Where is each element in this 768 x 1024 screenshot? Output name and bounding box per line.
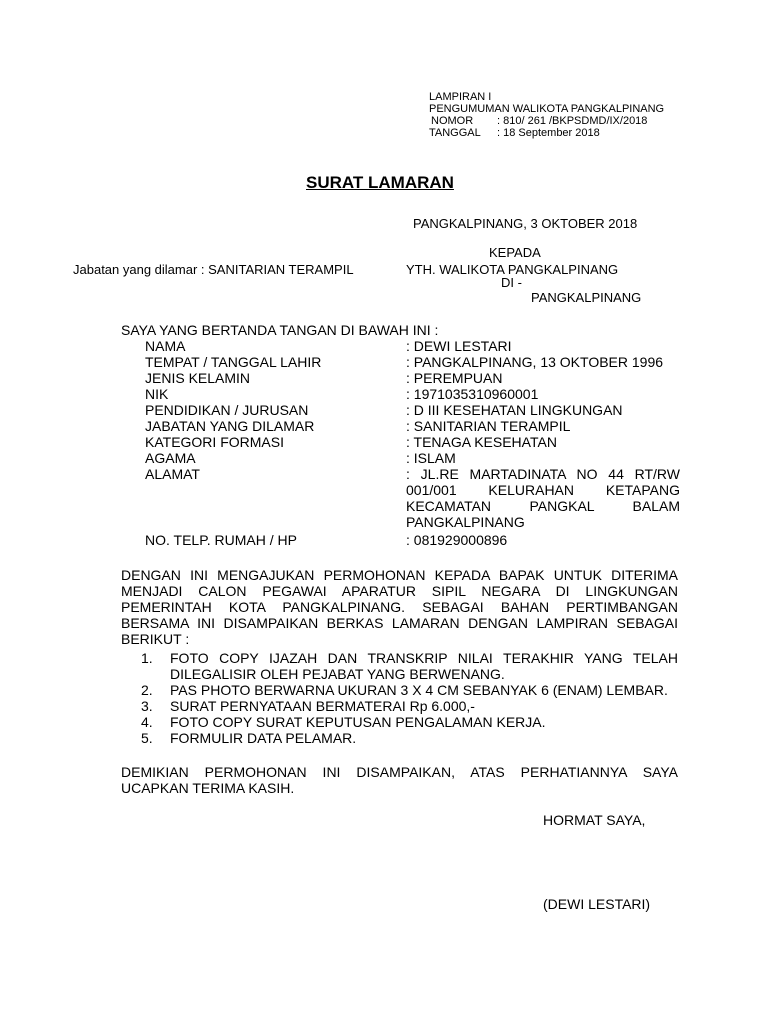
request-paragraph xyxy=(121,567,678,647)
field-label: NIK xyxy=(145,386,169,402)
field-value: : SANITARIAN TERAMPIL xyxy=(406,418,571,434)
attachment-list xyxy=(141,650,678,746)
address-line: KECAMATAN PANGKAL BALAM xyxy=(406,498,680,514)
field-label: NAMA xyxy=(145,338,186,354)
field-label: NO. TELP. RUMAH / HP xyxy=(145,532,297,548)
kepada-label: KEPADA xyxy=(489,245,541,260)
field-value: : D III KESEHATAN LINGKUNGAN xyxy=(406,402,623,418)
list-text: SURAT PERNYATAAN BERMATERAI Rp 6.000,- xyxy=(170,698,475,714)
closing-salutation: HORMAT SAYA, xyxy=(543,812,646,828)
field-value: : PEREMPUAN xyxy=(406,370,503,386)
paragraph-line: BERSAMA INI DISAMPAIKAN BERKAS LAMARAN DENGAN LAMPIRAN SEBAGAI xyxy=(121,615,678,631)
list-text: FOTO COPY IJAZAH DAN TRANSKRIP NILAI TERAKHIR YANG TELAH xyxy=(170,650,678,666)
list-text: FORMULIR DATA PELAMAR. xyxy=(170,730,357,746)
recipient-line: YTH. WALIKOTA PANGKALPINANG xyxy=(406,262,619,277)
field-value: : ISLAM xyxy=(406,450,456,466)
list-number: 3. xyxy=(141,698,153,714)
list-item xyxy=(141,698,678,714)
address-value xyxy=(406,466,680,530)
list-number: 2. xyxy=(141,682,153,698)
field-label: JABATAN YANG DILAMAR xyxy=(145,418,315,434)
field-label: JENIS KELAMIN xyxy=(145,370,251,386)
field-label: ALAMAT xyxy=(145,466,200,482)
applicant-fields xyxy=(145,338,680,548)
field-label: PENDIDIKAN / JURUSAN xyxy=(145,402,309,418)
list-item xyxy=(141,714,678,730)
list-number: 1. xyxy=(141,650,153,666)
field-value: : TENAGA KESEHATAN xyxy=(406,434,557,450)
field-value: : 081929000896 xyxy=(406,532,508,548)
paragraph-line: PEMERINTAH KOTA PANGKALPINANG. SEBAGAI BAHAN PERTIMBANGAN xyxy=(121,599,678,615)
field-label: TEMPAT / TANGGAL LAHIR xyxy=(145,354,322,370)
place-date: PANGKALPINANG, 3 OKTOBER 2018 xyxy=(413,216,638,231)
paragraph-line: DENGAN INI MENGAJUKAN PERMOHONAN KEPADA BAPAK UNTUK DITERIMA xyxy=(121,567,678,583)
field-label: KATEGORI FORMASI xyxy=(145,434,284,450)
paragraph-line: DEMIKIAN PERMOHONAN INI DISAMPAIKAN, ATAS PERHATIANNYA SAYA xyxy=(121,764,678,780)
list-text: FOTO COPY SURAT KEPUTUSAN PENGALAMAN KERJA. xyxy=(170,714,546,730)
field-value: : DEWI LESTARI xyxy=(406,338,512,354)
signer-name: (DEWI LESTARI) xyxy=(543,896,651,912)
lampiran-title: LAMPIRAN I xyxy=(429,91,492,103)
field-row xyxy=(145,434,680,450)
field-row-address xyxy=(145,466,680,530)
lampiran-tanggal-row xyxy=(429,127,664,139)
intro-line: SAYA YANG BERTANDA TANGAN DI BAWAH INI : xyxy=(121,322,439,338)
nomor-label: NOMOR xyxy=(431,115,474,127)
paragraph-line: BERIKUT : xyxy=(121,631,190,647)
field-row xyxy=(145,338,680,354)
field-row xyxy=(145,532,680,548)
address-line: PANGKALPINANG xyxy=(406,514,525,530)
jabatan-dilamar-line: Jabatan yang dilamar : SANITARIAN TERAMPIL xyxy=(73,262,354,277)
field-value: : 1971035310960001 xyxy=(406,386,539,402)
field-row xyxy=(145,402,680,418)
field-row xyxy=(145,354,680,370)
list-text: DILEGALISIR OLEH PEJABAT YANG BERWENANG. xyxy=(170,666,505,682)
field-row xyxy=(145,386,680,402)
lampiran-nomor-row xyxy=(429,115,664,127)
field-row xyxy=(145,370,680,386)
field-value: : PANGKALPINANG, 13 OKTOBER 1996 xyxy=(406,354,664,370)
recipient-city: PANGKALPINANG xyxy=(531,290,642,305)
nomor-value: : 810/ 261 /BKPSDMD/IX/2018 xyxy=(497,115,648,127)
paragraph-line: MENJADI CALON PEGAWAI APARATUR SIPIL NEGARA DI LINGKUNGAN xyxy=(121,583,678,599)
tanggal-label: TANGGAL xyxy=(429,127,481,139)
address-line: : JL.RE MARTADINATA NO 44 RT/RW xyxy=(406,466,680,482)
paragraph-line: UCAPKAN TERIMA KASIH. xyxy=(121,780,295,796)
list-item xyxy=(141,650,678,682)
tanggal-value: : 18 September 2018 xyxy=(497,127,600,139)
closing-paragraph xyxy=(121,764,678,796)
document-title: SURAT LAMARAN xyxy=(306,173,454,192)
field-row xyxy=(145,418,680,434)
list-number: 5. xyxy=(141,730,153,746)
address-line: 001/001 KELURAHAN KETAPANG xyxy=(406,482,680,498)
field-row xyxy=(145,450,680,466)
list-text: PAS PHOTO BERWARNA UKURAN 3 X 4 CM SEBANYAK 6 (ENAM) LEMBAR. xyxy=(170,682,668,698)
lampiran-subtitle: PENGUMUMAN WALIKOTA PANGKALPINANG xyxy=(429,103,665,115)
list-number: 4. xyxy=(141,714,153,730)
list-item xyxy=(141,682,678,698)
lampiran-block xyxy=(429,91,664,139)
list-item xyxy=(141,730,678,746)
field-label: AGAMA xyxy=(145,450,196,466)
di-label: DI - xyxy=(501,275,522,290)
